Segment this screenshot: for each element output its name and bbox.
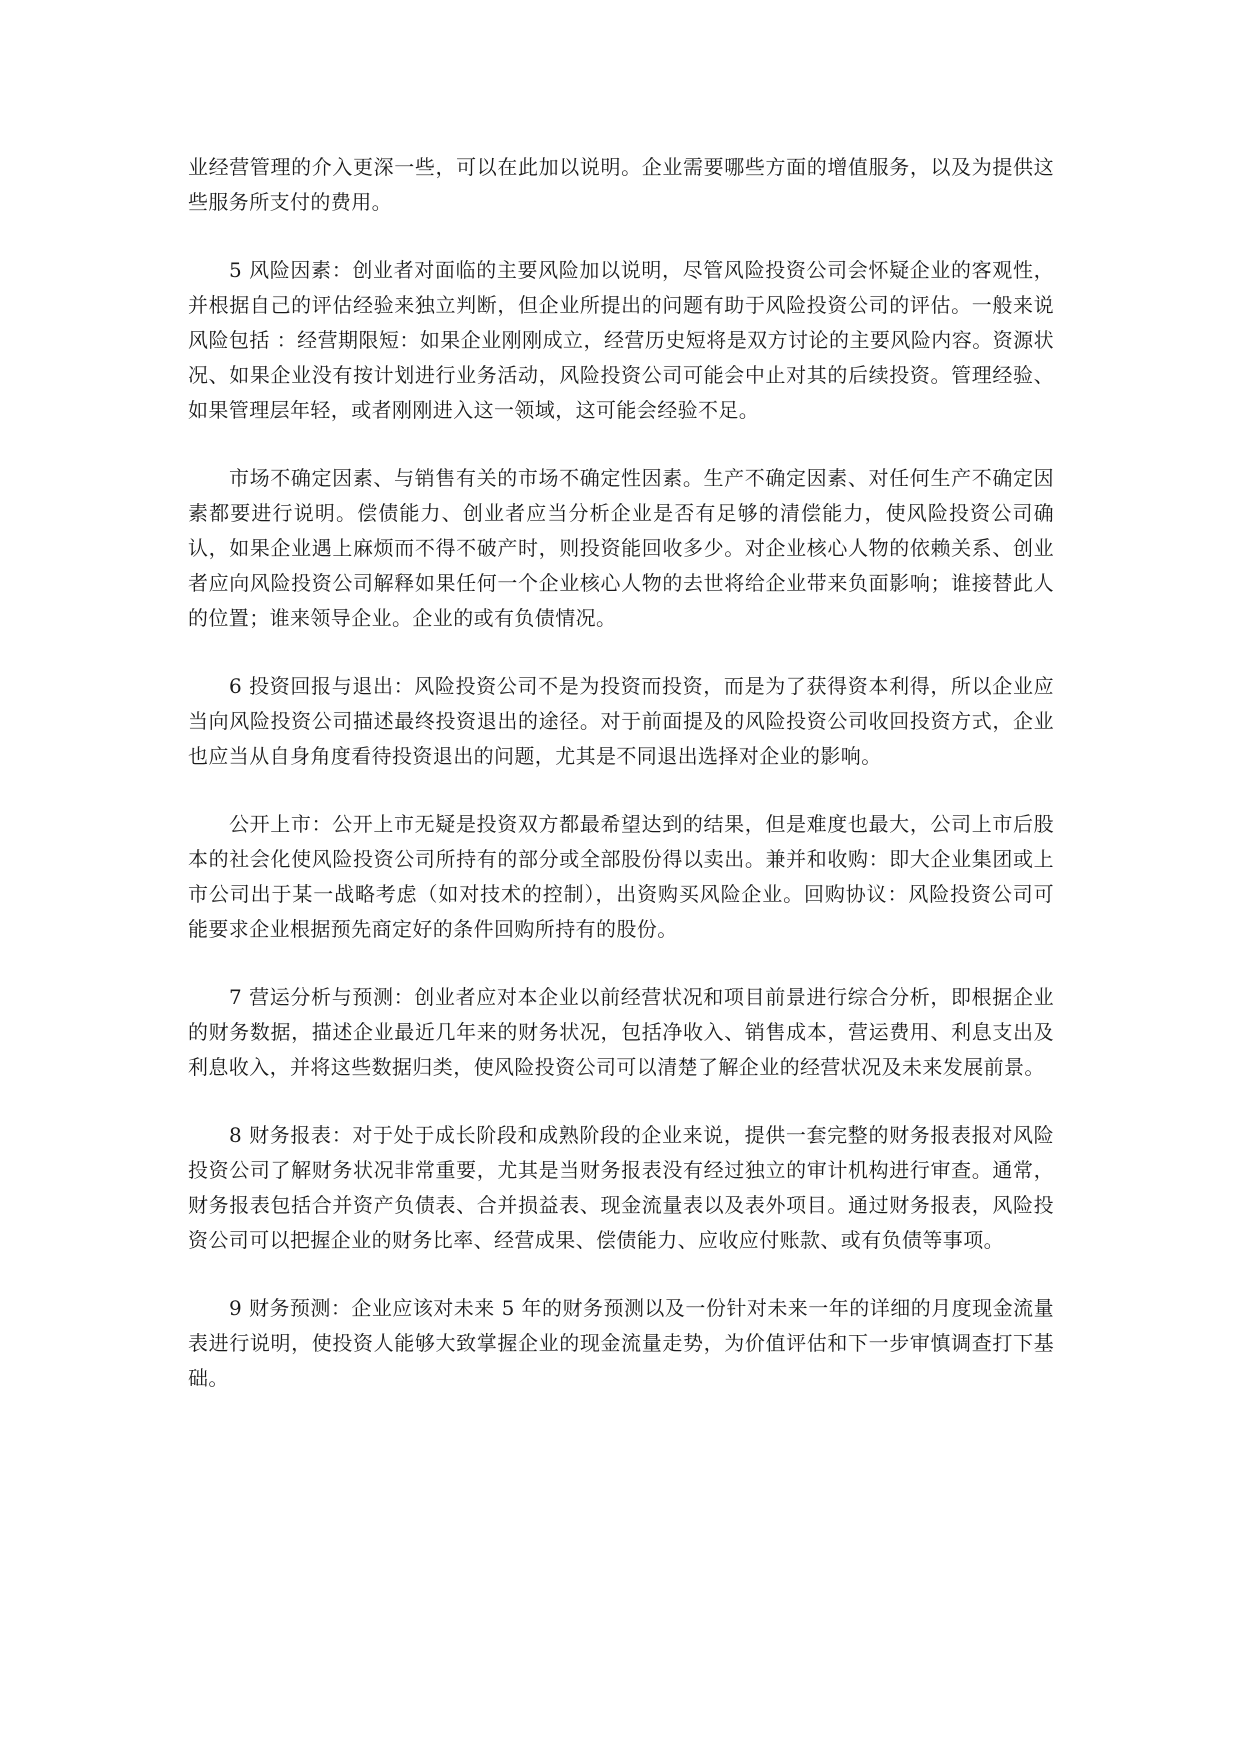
paragraph-market-uncertainty: 市场不确定因素、与销售有关的市场不确定性因素。生产不确定因素、对任何生产不确定因素都要进行说明。偿债能力、创业者应当分析企业是否有足够的清偿能力，使风险投资公司确认，如果企业遇上麻烦而不得不破产时，则投资能回收多少。对企业核心人物的依赖关系、创业者应向风险投资公司解释如果任何一个企业核心人物的去世将给企业带来负面影响；谁接替此人的位置；谁来领导企业。企业的或有负债情况。 [188, 466, 1054, 630]
paragraph-operations-analysis: 7 营运分析与预测：创业者应对本企业以前经营状况和项目前景进行综合分析，即根据企业的财务数据，描述企业最近几年来的财务状况，包括净收入、销售成本，营运费用、利息支出及利息收入，并将这些数据归类，使风险投资公司可以清楚了解企业的经营状况及未来发展前景。 [188, 985, 1054, 1079]
paragraph-financial-statements: 8 财务报表：对于处于成长阶段和成熟阶段的企业来说，提供一套完整的财务报表报对风险投资公司了解财务状况非常重要，尤其是当财务报表没有经过独立的审计机构进行审查。通常，财务报表包括合并资产负债表、合并损益表、现金流量表以及表外项目。通过财务报表，风险投资公司可以把握企业的财务比率、经营成果、偿债能力、应收应付账款、或有负债等事项。 [188, 1123, 1054, 1252]
paragraph-investment-exit: 6 投资回报与退出：风险投资公司不是为投资而投资，而是为了获得资本利得，所以企业应当向风险投资公司描述最终投资退出的途径。对于前面提及的风险投资公司收回投资方式，企业也应当从自身角度看待投资退出的问题，尤其是不同退出选择对企业的影响。 [188, 674, 1054, 768]
paragraph-financial-forecast: 9 财务预测：企业应该对未来 5 年的财务预测以及一份针对未来一年的详细的月度现金流量表进行说明，使投资人能够大致掌握企业的现金流量走势，为价值评估和下一步审慎调查打下基础。 [188, 1296, 1054, 1390]
paragraph-risk-factors: 5 风险因素：创业者对面临的主要风险加以说明，尽管风险投资公司会怀疑企业的客观性，并根据自己的评估经验来独立判断，但企业所提出的问题有助于风险投资公司的评估。一般来说风险包括 ：经营期限短：如果企业刚刚成立，经营历史短将是双方讨论的主要风险内容。资源状况、如果企业没有按计划进行业务活动，风险投资公司可能会中止对其的后续投资。管理经验、如果管理层年轻，或者刚刚进入这一领域，这可能会经验不足。 [188, 258, 1054, 422]
paragraph-public-listing: 公开上市：公开上市无疑是投资双方都最希望达到的结果，但是难度也最大，公司上市后股本的社会化使风险投资公司所持有的部分或全部股份得以卖出。兼并和收购：即大企业集团或上市公司出于某一战略考虑（如对技术的控制），出资购买风险企业。回购协议：风险投资公司可能要求企业根据预先商定好的条件回购所持有的股份。 [188, 812, 1054, 941]
paragraph-continuation: 业经营管理的介入更深一些，可以在此加以说明。企业需要哪些方面的增值服务，以及为提供这些服务所支付的费用。 [188, 155, 1054, 214]
document-page [188, 150, 1054, 1429]
